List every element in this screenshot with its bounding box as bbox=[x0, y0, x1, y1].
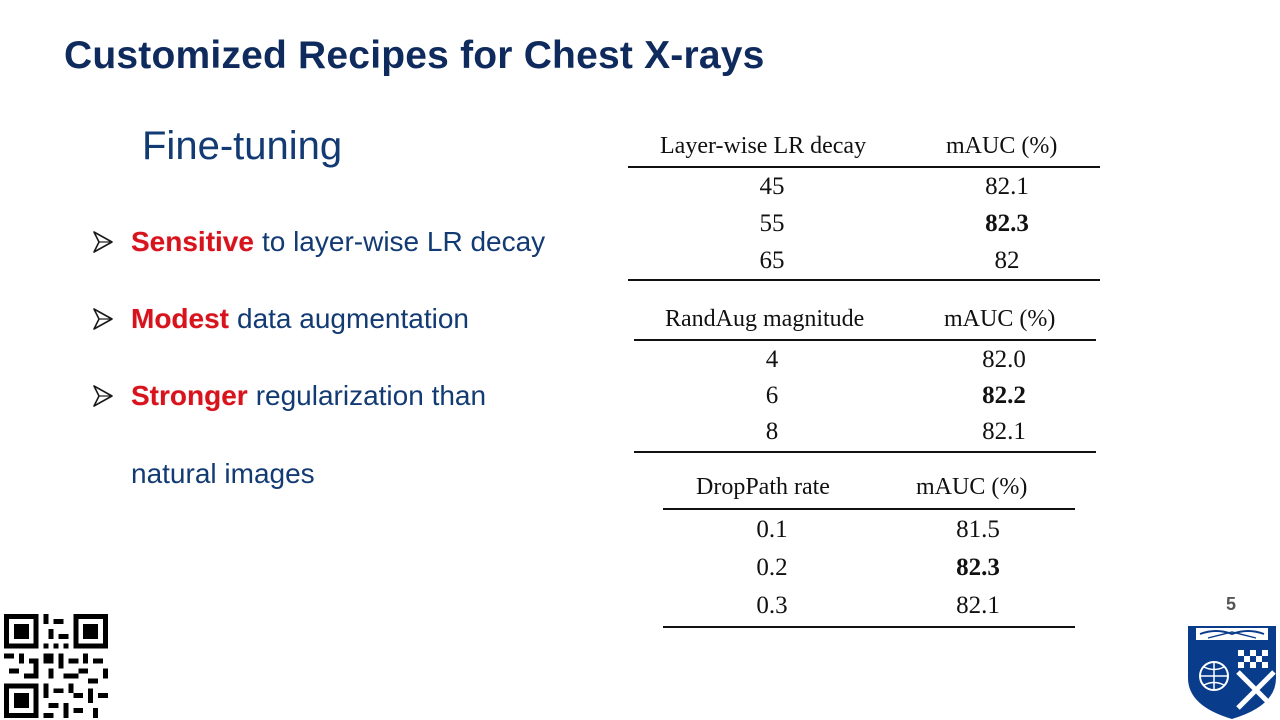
table-cell-value-best: 82.3 bbox=[985, 210, 1029, 237]
bullet-highlight: Modest bbox=[131, 303, 229, 334]
arrow-bullet-icon bbox=[92, 385, 114, 407]
bullet-item-3 bbox=[92, 380, 486, 412]
table-cell-param: 4 bbox=[765, 346, 779, 373]
bullet-item-2 bbox=[92, 303, 469, 335]
table-cell-param: 45 bbox=[759, 173, 785, 200]
table-header-param: DropPath rate bbox=[696, 474, 830, 500]
table-cell-param: 6 bbox=[765, 382, 779, 409]
table-cell-param: 0.1 bbox=[756, 516, 788, 543]
arrow-bullet-icon bbox=[92, 231, 114, 253]
bullet-continuation: natural images bbox=[131, 458, 315, 489]
bullet-highlight: Sensitive bbox=[131, 226, 254, 257]
table-top-rule bbox=[634, 339, 1096, 341]
qr-code-icon[interactable] bbox=[4, 614, 108, 718]
table-cell-value: 82.1 bbox=[956, 592, 1000, 619]
bullet-item-1 bbox=[92, 226, 545, 258]
table-header-metric: mAUC (%) bbox=[916, 474, 1028, 500]
table-cell-value: 82 bbox=[994, 247, 1020, 274]
slide-title: Customized Recipes for Chest X-rays bbox=[64, 34, 765, 77]
page-number: 5 bbox=[1226, 594, 1237, 614]
table-droppath-rate bbox=[663, 474, 1075, 630]
table-cell-param: 65 bbox=[759, 247, 785, 274]
table-bottom-rule bbox=[628, 279, 1100, 281]
table-cell-value: 81.5 bbox=[956, 516, 1000, 543]
table-cell-param: 0.3 bbox=[756, 592, 788, 619]
bullet-text: to layer-wise LR decay bbox=[261, 226, 546, 257]
bullet-text: data augmentation bbox=[237, 303, 469, 334]
section-subtitle: Fine-tuning bbox=[142, 124, 343, 168]
table-header-metric: mAUC (%) bbox=[946, 133, 1058, 159]
table-top-rule bbox=[628, 166, 1100, 168]
table-cell-param: 0.2 bbox=[756, 554, 788, 581]
table-cell-value: 82.1 bbox=[985, 173, 1029, 200]
table-cell-value: 82.0 bbox=[982, 346, 1026, 373]
table-cell-value-best: 82.2 bbox=[982, 382, 1026, 409]
table-header-param: Layer-wise LR decay bbox=[660, 133, 867, 159]
arrow-bullet-icon bbox=[92, 308, 114, 330]
university-shield-logo bbox=[1186, 620, 1278, 720]
bullet-text: regularization than bbox=[255, 380, 487, 411]
table-header-param: RandAug magnitude bbox=[665, 306, 865, 332]
table-cell-param: 55 bbox=[759, 210, 785, 237]
table-header-metric: mAUC (%) bbox=[944, 306, 1056, 332]
bullet-highlight: Stronger bbox=[131, 380, 248, 411]
table-bottom-rule bbox=[663, 626, 1075, 628]
table-cell-value-best: 82.3 bbox=[956, 554, 1000, 581]
table-randaug-magnitude bbox=[634, 306, 1096, 454]
table-cell-value: 82.1 bbox=[982, 418, 1026, 445]
table-layer-wise-lr-decay bbox=[628, 133, 1100, 281]
table-cell-param: 8 bbox=[765, 418, 779, 445]
table-top-rule bbox=[663, 508, 1075, 510]
table-bottom-rule bbox=[634, 451, 1096, 453]
